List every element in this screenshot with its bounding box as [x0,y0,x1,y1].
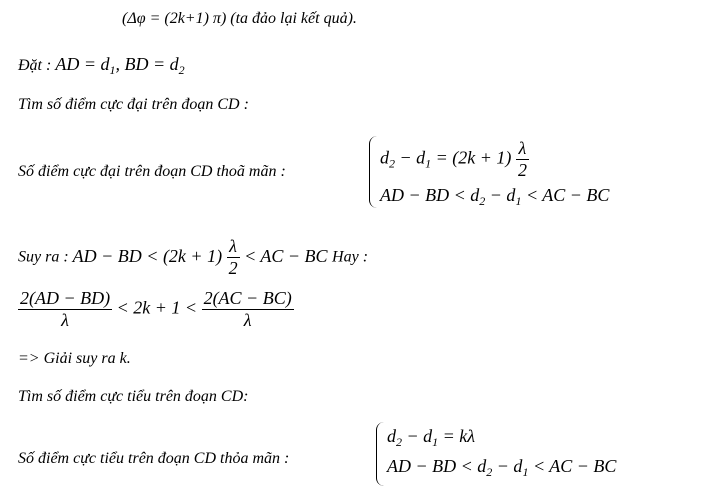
inequality-line: $\frac{2(AD - BD)}{\lambda}$ < 2k + 1 < $\frac{2(AC - BC)}{\lambda}$ [20,288,292,330]
minima-equation-2: AD − BD < $d_2 - d_1$ < AC − BC [387,456,617,479]
result-note: (Δφ = (2k+1) π) (ta đảo lại kết quả). [122,10,357,27]
definition-math: AD = $d_1$, BD = $d_2$ [55,54,185,77]
maxima-equation-1: $d_2 - d_1 = (2k + 1)$ $\frac{\lambda}{2}$ [380,138,527,180]
definition-line [18,54,185,75]
left-fraction: $\frac{2(AD - BD)}{\lambda}$ [20,288,111,330]
minima-condition-label: Số điểm cực tiểu trên đoạn CD thỏa mãn : [18,450,290,467]
minima-equation-1: $d_2 - d_1 = k\lambda$ [387,426,476,449]
lambda-over-2-fraction: $\frac{\lambda}{2}$ [517,138,527,180]
deduction-math: AD − BD < (2k + 1) $\frac{\lambda}{2}$ < AC − BC [72,236,328,278]
maxima-condition-label: Số điểm cực đại trên đoạn CD thoã mãn : [18,163,286,180]
maxima-heading: Tìm số điểm cực đại trên đoạn CD : [18,96,249,113]
solve-for-k: => Giải suy ra k. [18,350,131,367]
minima-system-brace [376,422,385,486]
minima-heading: Tìm số điểm cực tiểu trên đoạn CD: [18,388,249,405]
maxima-system-brace [369,136,378,208]
maxima-equation-2: AD − BD < $d_2 - d_1$ < AC − BC [380,185,610,208]
deduction-fraction: $\frac{\lambda}{2}$ [228,236,238,278]
deduction-line: Suy ra : AD − BD < (2k + 1) $\frac{\lambda}{2}$ < AC − BC Hay : [18,236,369,278]
right-fraction: $\frac{2(AC - BC)}{\lambda}$ [203,288,292,330]
definition-label: Đặt : [18,57,56,74]
